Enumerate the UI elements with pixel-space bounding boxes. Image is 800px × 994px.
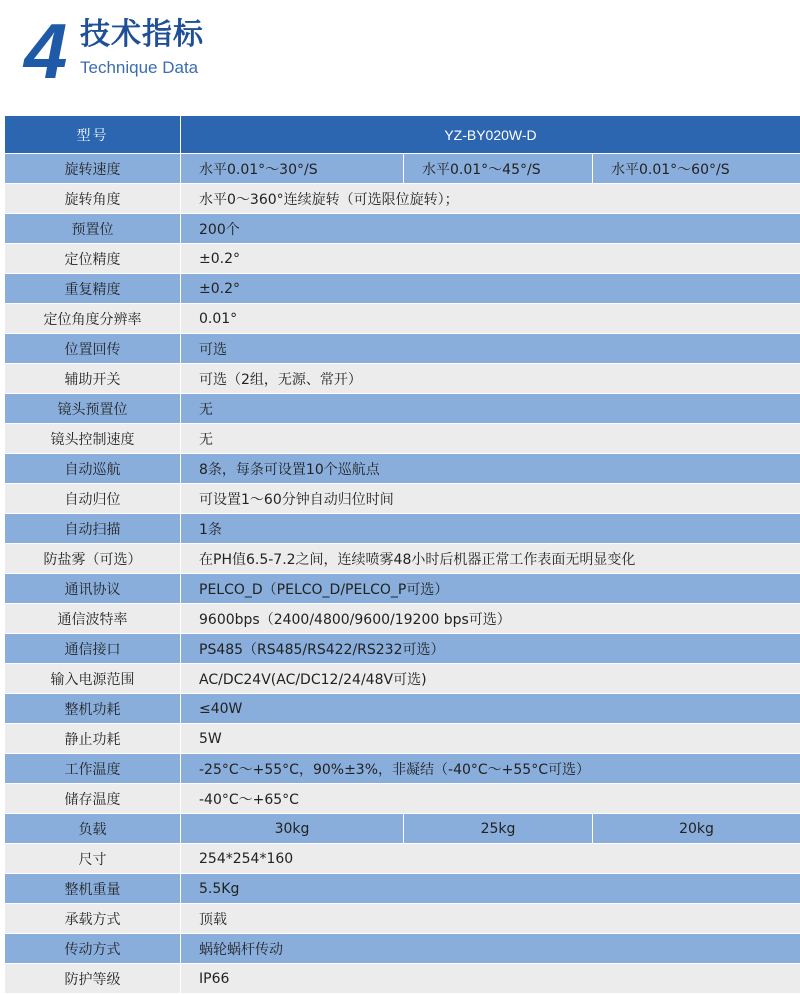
- table-row: [5, 784, 800, 814]
- model-label: 型号: [5, 116, 181, 154]
- row-value: AC/DC24V(AC/DC12/24/48V可选): [181, 664, 800, 694]
- row-value: 20kg: [593, 814, 800, 844]
- table-row: [5, 424, 800, 454]
- row-value: 在PH值6.5-7.2之间，连续喷雾48小时后机器正常工作表面无明显变化: [181, 544, 800, 574]
- row-label: 镜头控制速度: [5, 424, 181, 454]
- row-value: -25°C～+55°C，90%±3%，非凝结（-40°C～+55°C可选）: [181, 754, 800, 784]
- table-row: [5, 544, 800, 574]
- table-row: [5, 334, 800, 364]
- table-row: [5, 244, 800, 274]
- row-label: 防护等级: [5, 964, 181, 994]
- row-value: ≤40W: [181, 694, 800, 724]
- model-value: YZ-BY020W-D: [181, 116, 800, 154]
- table-row: [5, 514, 800, 544]
- row-value: 8条，每条可设置10个巡航点: [181, 454, 800, 484]
- table-row: [5, 274, 800, 304]
- row-value: 无: [181, 394, 800, 424]
- table-row: [5, 874, 800, 904]
- table-row: [5, 364, 800, 394]
- row-label: 传动方式: [5, 934, 181, 964]
- section-subtitle: Technique Data: [80, 58, 198, 78]
- row-label: 储存温度: [5, 784, 181, 814]
- table-row: [5, 574, 800, 604]
- row-value: 30kg: [181, 814, 404, 844]
- row-value: 0.01°: [181, 304, 800, 334]
- table-header-row: [5, 116, 800, 154]
- table-row: [5, 454, 800, 484]
- table-row: [5, 394, 800, 424]
- row-label: 定位角度分辨率: [5, 304, 181, 334]
- row-label: 位置回传: [5, 334, 181, 364]
- section-title: 技术指标: [80, 18, 204, 52]
- row-label: 预置位: [5, 214, 181, 244]
- row-label: 辅助开关: [5, 364, 181, 394]
- row-label: 自动巡航: [5, 454, 181, 484]
- row-label: 尺寸: [5, 844, 181, 874]
- row-value: 水平0～360°连续旋转（可选限位旋转）；: [181, 184, 800, 214]
- row-value: 可选（2组，无源、常开）: [181, 364, 800, 394]
- row-label: 工作温度: [5, 754, 181, 784]
- section-number: 4: [24, 12, 67, 90]
- row-label: 整机重量: [5, 874, 181, 904]
- table-row: [5, 664, 800, 694]
- spec-table: [4, 115, 800, 994]
- row-label: 自动归位: [5, 484, 181, 514]
- row-value: 顶载: [181, 904, 800, 934]
- row-label: 整机功耗: [5, 694, 181, 724]
- row-label: 通信接口: [5, 634, 181, 664]
- row-value: PELCO_D（PELCO_D/PELCO_P可选）: [181, 574, 800, 604]
- row-label: 旋转角度: [5, 184, 181, 214]
- table-row: [5, 304, 800, 334]
- row-value: 可选: [181, 334, 800, 364]
- table-row: [5, 694, 800, 724]
- row-label: 镜头预置位: [5, 394, 181, 424]
- row-value: 蜗轮蜗杆传动: [181, 934, 800, 964]
- row-value: PS485（RS485/RS422/RS232可选）: [181, 634, 800, 664]
- row-value: 5.5Kg: [181, 874, 800, 904]
- table-row: [5, 484, 800, 514]
- row-label: 通信波特率: [5, 604, 181, 634]
- table-row: [5, 724, 800, 754]
- table-row: [5, 634, 800, 664]
- row-value: 可设置1～60分钟自动归位时间: [181, 484, 800, 514]
- row-label: 负载: [5, 814, 181, 844]
- row-value: 无: [181, 424, 800, 454]
- row-value: 25kg: [404, 814, 593, 844]
- row-label: 承载方式: [5, 904, 181, 934]
- row-value: 水平0.01°～60°/S: [593, 154, 800, 184]
- row-label: 定位精度: [5, 244, 181, 274]
- table-row: [5, 604, 800, 634]
- row-value: 200个: [181, 214, 800, 244]
- row-label: 静止功耗: [5, 724, 181, 754]
- row-value: IP66: [181, 964, 800, 994]
- table-row: [5, 844, 800, 874]
- row-value: -40°C～+65°C: [181, 784, 800, 814]
- table-row: [5, 154, 800, 184]
- row-label: 防盐雾（可选）: [5, 544, 181, 574]
- table-row: [5, 754, 800, 784]
- row-value: 5W: [181, 724, 800, 754]
- table-row: [5, 934, 800, 964]
- row-value: 9600bps（2400/4800/9600/19200 bps可选）: [181, 604, 800, 634]
- page-header: [0, 0, 800, 115]
- row-label: 通讯协议: [5, 574, 181, 604]
- table-row: [5, 184, 800, 214]
- row-value: 水平0.01°～45°/S: [404, 154, 593, 184]
- row-label: 自动扫描: [5, 514, 181, 544]
- table-row: [5, 904, 800, 934]
- row-value: ±0.2°: [181, 244, 800, 274]
- row-value: 水平0.01°～30°/S: [181, 154, 404, 184]
- row-label: 重复精度: [5, 274, 181, 304]
- row-label: 旋转速度: [5, 154, 181, 184]
- row-label: 输入电源范围: [5, 664, 181, 694]
- table-row: [5, 814, 800, 844]
- table-row: [5, 964, 800, 994]
- table-row: [5, 214, 800, 244]
- row-value: ±0.2°: [181, 274, 800, 304]
- row-value: 254*254*160: [181, 844, 800, 874]
- row-value: 1条: [181, 514, 800, 544]
